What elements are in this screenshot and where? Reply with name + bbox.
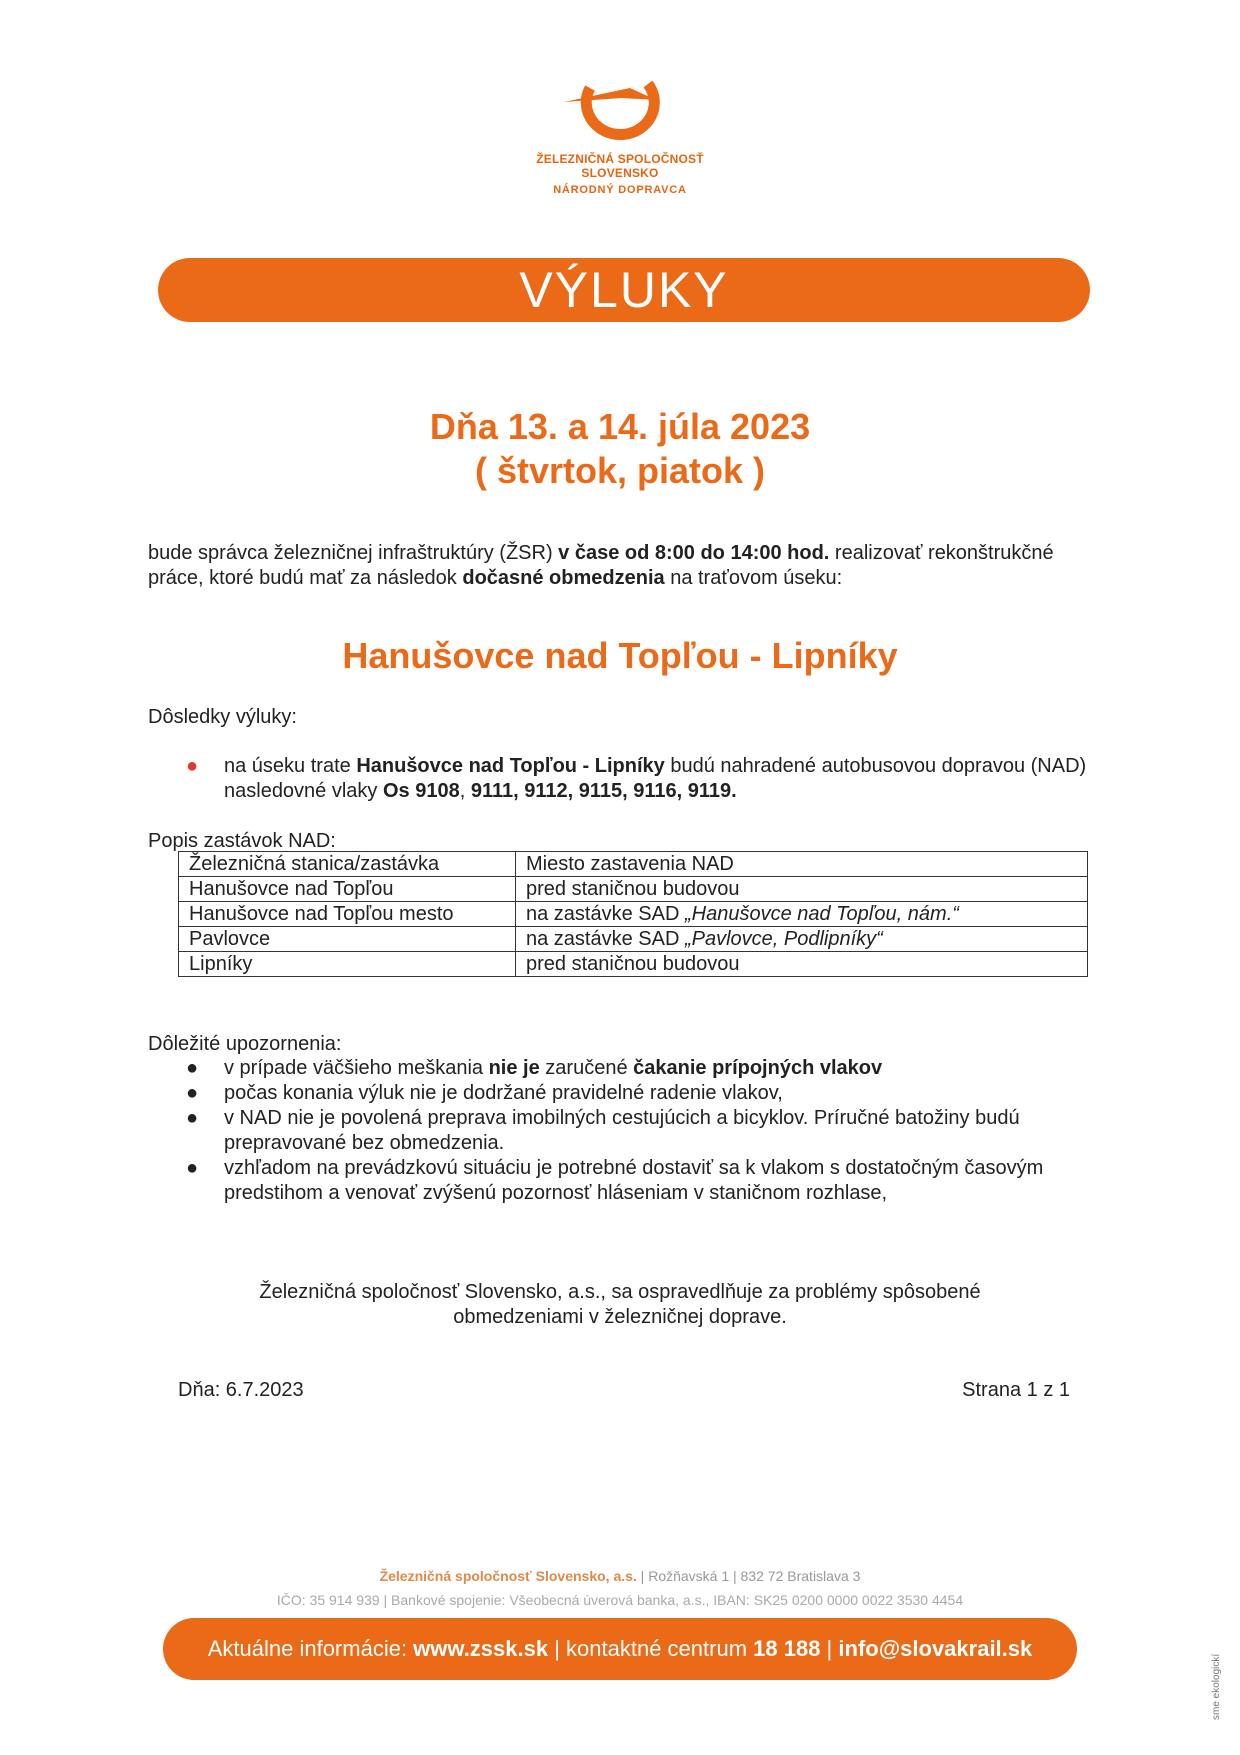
footer-company-line bbox=[0, 1568, 1240, 1584]
page-number: Strana 1 z 1 bbox=[962, 1379, 1070, 1401]
place-text: pred staničnou budovou bbox=[526, 953, 740, 975]
bullet-icon: ● bbox=[186, 1107, 199, 1129]
weekday-line: ( štvrtok, piatok ) bbox=[474, 450, 766, 491]
logo-emblem-icon bbox=[560, 70, 680, 150]
station-cell: Pavlovce bbox=[179, 927, 516, 952]
item-text: v prípade väčšieho meškania bbox=[224, 1057, 489, 1079]
header-place: Miesto zastavenia NAD bbox=[516, 852, 1088, 877]
place-cell bbox=[516, 952, 1088, 977]
list-item bbox=[148, 1056, 1098, 1081]
table-row bbox=[179, 902, 1088, 927]
place-text: pred staničnou budovou bbox=[526, 878, 740, 900]
bullet-icon: ● bbox=[186, 1057, 199, 1079]
table-header-row bbox=[179, 852, 1088, 877]
place-cell bbox=[516, 877, 1088, 902]
logo-line2: NÁRODNÝ DOPRAVCA bbox=[553, 184, 687, 196]
station-cell: Hanušovce nad Topľou mesto bbox=[179, 902, 516, 927]
intro-paragraph bbox=[148, 541, 1098, 591]
item-text: budú nahradené autobusovou dopravou (NAD) nasledovné vlaky bbox=[224, 755, 1087, 802]
apology-note bbox=[0, 1280, 1240, 1330]
item-bold: čakanie prípojných vlakov bbox=[633, 1057, 883, 1079]
apology-line: obmedzeniami v železničnej doprave. bbox=[453, 1306, 787, 1328]
stops-label: Popis zastávok NAD: bbox=[148, 830, 336, 852]
place-italic: „Hanušovce nad Topľou, nám.“ bbox=[684, 903, 959, 925]
intro-text: na traťovom úseku: bbox=[664, 567, 843, 589]
route-heading: Hanušovce nad Topľou - Lipníky bbox=[342, 635, 898, 676]
banner-title: VÝLUKY bbox=[519, 262, 729, 318]
bullet-icon: ● bbox=[186, 755, 199, 777]
bullet-icon: ● bbox=[186, 1157, 199, 1179]
item-text: , bbox=[459, 780, 471, 802]
stops-table bbox=[178, 851, 1088, 977]
item-text: v NAD nie je povolená preprava imobilných cestujúcich a bicyklov. Príručné batožiny budú prepravované bez obmedzenia. bbox=[224, 1107, 1020, 1154]
apology-line: Železničná spoločnosť Slovensko, a.s., sa ospravedlňuje za problémy spôsobené bbox=[259, 1281, 981, 1303]
date-heading bbox=[0, 405, 1240, 493]
footer-company-name: Železničná spoločnosť Slovensko, a.s. bbox=[379, 1568, 637, 1584]
title-banner bbox=[158, 258, 1090, 322]
warnings-label: Dôležité upozornenia: bbox=[148, 1033, 342, 1055]
warnings-list bbox=[148, 1056, 1098, 1206]
consequences-list bbox=[148, 754, 1098, 804]
item-bold: nie je bbox=[488, 1057, 540, 1079]
footer-address: | Rožňavská 1 | 832 72 Bratislava 3 bbox=[636, 1568, 861, 1584]
item-text: na úseku trate bbox=[224, 755, 357, 777]
place-text: na zastávke SAD bbox=[526, 928, 685, 950]
intro-restrictions-bold: dočasné obmedzenia bbox=[462, 567, 665, 589]
place-text: na zastávke SAD bbox=[526, 903, 685, 925]
place-cell bbox=[516, 927, 1088, 952]
list-item bbox=[148, 1106, 1098, 1156]
list-item bbox=[148, 1156, 1098, 1206]
place-italic: „Pavlovce, Podlipníky“ bbox=[684, 928, 883, 950]
header-station: Železničná stanica/zastávka bbox=[179, 852, 516, 877]
footer-phone[interactable]: 18 188 bbox=[753, 1636, 821, 1661]
intro-text: realizovať rekonštrukčné práce, ktoré budú mať za následok bbox=[148, 542, 1054, 589]
trains-bold: 9111, 9112, 9115, 9116, 9119. bbox=[470, 780, 737, 802]
intro-text: bude správca železničnej infraštruktúry (ŽSR) bbox=[148, 542, 559, 564]
footer-info-label: Aktuálne informácie: bbox=[207, 1636, 414, 1661]
footer-separator: | bbox=[820, 1636, 839, 1661]
list-item bbox=[148, 754, 1098, 804]
station-cell: Hanušovce nad Topľou bbox=[179, 877, 516, 902]
footer-separator: | kontaktné centrum bbox=[548, 1636, 754, 1661]
item-text: vzhľadom na prevádzkovú situáciu je potrebné dostaviť sa k vlakom s dostatočným časovým predstihom a venovať zvýšenú pozornosť hláseniam v staničnom rozhlase, bbox=[224, 1157, 1044, 1204]
footer-email-link[interactable]: info@slovakrail.sk bbox=[838, 1636, 1033, 1661]
bullet-icon: ● bbox=[186, 1082, 199, 1104]
table-row bbox=[179, 877, 1088, 902]
table-row bbox=[179, 952, 1088, 977]
route-bold: Hanušovce nad Topľou - Lipníky bbox=[356, 755, 665, 777]
date-line: Dňa 13. a 14. júla 2023 bbox=[429, 406, 811, 447]
eco-mark bbox=[1205, 1620, 1235, 1740]
list-item bbox=[148, 1081, 1098, 1106]
item-text: zaručené bbox=[539, 1057, 634, 1079]
station-cell: Lipníky bbox=[179, 952, 516, 977]
place-cell bbox=[516, 902, 1088, 927]
eco-mark-text: sme ekologickí bbox=[1211, 1653, 1222, 1720]
table-row bbox=[179, 927, 1088, 952]
company-logo bbox=[520, 70, 720, 200]
item-text: počas konania výluk nie je dodržané pravidelné radenie vlakov, bbox=[224, 1082, 783, 1104]
footer-website-link[interactable]: www.zssk.sk bbox=[413, 1636, 549, 1661]
footer-ids: IČO: 35 914 939 | Bankové spojenie: Všeobecná úverová banka, a.s., IBAN: SK25 0200 0000 0022 3530 4454 bbox=[276, 1592, 964, 1608]
intro-time-bold: v čase od 8:00 do 14:00 hod. bbox=[558, 542, 830, 564]
logo-line1: ŽELEZNIČNÁ SPOLOČNOSŤ SLOVENSKO bbox=[536, 152, 704, 180]
issue-date: Dňa: 6.7.2023 bbox=[178, 1379, 304, 1401]
footer-contact-bar bbox=[163, 1618, 1077, 1680]
consequences-label: Dôsledky výluky: bbox=[148, 706, 297, 728]
train-bold: Os 9108 bbox=[382, 780, 460, 802]
